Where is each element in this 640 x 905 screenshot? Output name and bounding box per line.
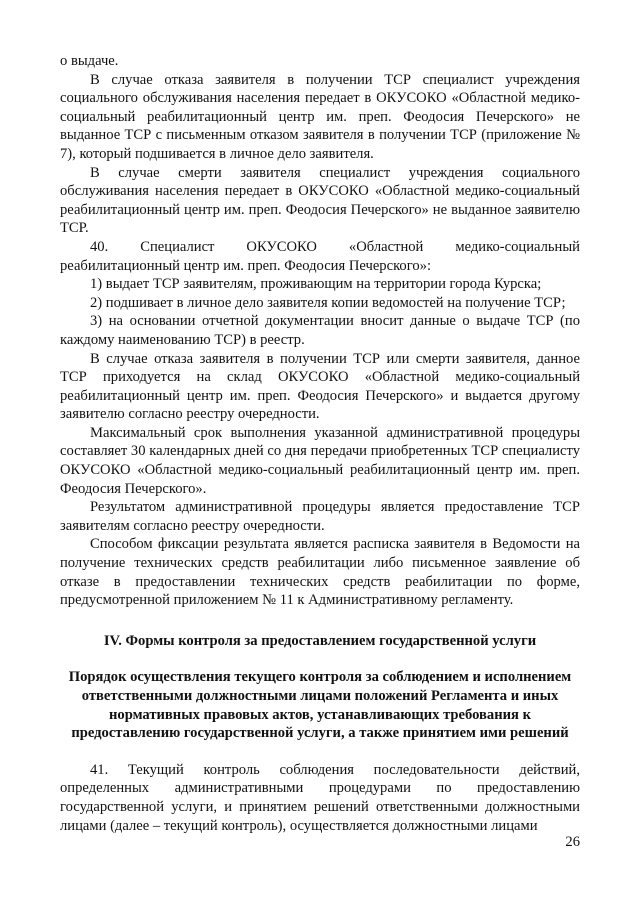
paragraph-fixation: Способом фиксации результата является расписка заявителя в Ведомости на получение технических средств реабилитации либо письменное заявление об отказе в предоставлении технических средств реабилитации по форме, предусмотренной приложением № 11 к Административному регламенту. bbox=[60, 536, 580, 609]
paragraph-max-term: Максимальный срок выполнения указанной административной процедуры составляет 30 календарных дней со дня передачи приобретенных ТСР специалисту ОКУСОКО «Областной медико-социальный реабилитационный центр им. преп. Феодосия Печерского». bbox=[60, 424, 580, 497]
section-heading: IV. Формы контроля за предоставлением государственной услуги bbox=[103, 632, 537, 649]
paragraph-warehouse: В случае отказа заявителя в получении ТСР или смерти заявителя, данное ТСР приходуется на склад ОКУСОКО «Областной медико-социальный реабилитационный центр им. преп. Феодосия Печерского» и выдается другому заявителю согласно реестру очередности. bbox=[60, 350, 580, 423]
paragraph-continuation: о выдаче. bbox=[60, 53, 119, 69]
list-item-3: 3) на основании отчетной документации вносит данные о выдаче ТСР (по каждому наименованию ТСР) в реестр. bbox=[60, 313, 580, 348]
subsection-heading: Порядок осуществления текущего контроля за соблюдением и исполнением ответственными должностными лицами положений Регламента и иных нормативных правовых актов, устанавливающих требования к предоставлению государственной услуги, а также принятием ими решений bbox=[68, 669, 572, 742]
paragraph-death: В случае смерти заявителя специалист учреждения социального обслуживания населения передает в ОКУСОКО «Областной медико-социальный реабилитационный центр им. преп. Феодосия Печерского» не выданное заявителю ТСР. bbox=[60, 164, 580, 237]
document-body bbox=[60, 52, 580, 835]
paragraph-refusal: В случае отказа заявителя в получении ТСР специалист учреждения социального обслуживания населения передает в ОКУСОКО «Областной медико-социальный реабилитационный центр им. преп. Феодосия Печерского» не выданное ТСР с письменным отказом заявителя в получении ТСР (приложение № 7), который подшивается в личное дело заявителя. bbox=[60, 71, 580, 162]
list-item-1: 1) выдает ТСР заявителям, проживающим на территории города Курска; bbox=[90, 276, 542, 293]
paragraph-item-41: 41. Текущий контроль соблюдения последовательности действий, определенных административными процедурами по предоставлению государственной услуги, и принятием решений ответственными должностными лицами (далее – текущий контроль), осуществляется должностными лицами bbox=[60, 761, 580, 834]
paragraph-item-40: 40. Специалист ОКУСОКО «Областной медико-социальный реабилитационный центр им. преп. Феодосия Печерского»: bbox=[60, 238, 580, 274]
list-item-2: 2) подшивает в личное дело заявителя копии ведомостей на получение ТСР; bbox=[90, 294, 566, 311]
paragraph-result: Результатом административной процедуры является предоставление ТСР заявителям согласно реестру очередности. bbox=[60, 499, 580, 534]
page-number: 26 bbox=[565, 834, 580, 850]
